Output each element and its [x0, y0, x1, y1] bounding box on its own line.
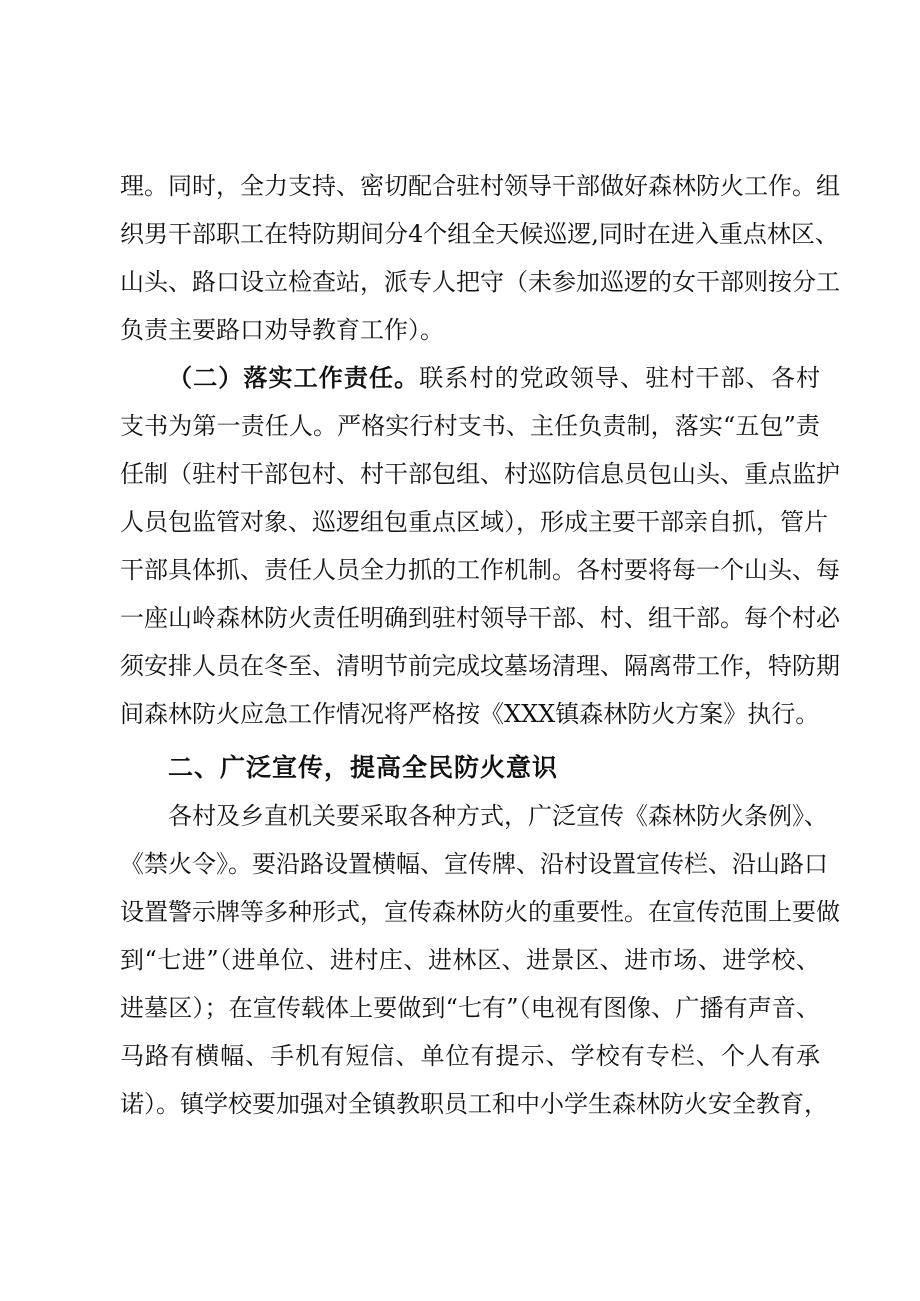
paragraph-2-line-2: 支书为第一责任人。严格实行村支书、主任负责制，落实“五包”责: [120, 412, 820, 440]
paragraph-2-line-6: 一座山岭森林防火责任明确到驻村领导干部、村、组干部。每个村必: [120, 604, 840, 632]
paragraph-2-line-1-text: 联系村的党政领导、驻村干部、各村: [419, 364, 821, 392]
paragraph-3-line-7: 诺）。镇学校要加强对全镇教职员工和中小学生森林防火安全教育，: [120, 1090, 828, 1118]
paragraph-1-line-1: 理。同时，全力支持、密切配合驻村领导干部做好森林防火工作。组: [120, 172, 840, 200]
paragraph-2-line-1: [168, 362, 820, 394]
subheading-responsibility: （二）落实工作责任。: [168, 364, 420, 392]
paragraph-3-line-1: 各村及乡直机关要采取各种方式，广泛宣传《森林防火条例》、: [168, 802, 828, 830]
paragraph-3-line-6: 马路有横幅、手机有短信、单位有提示、学校有专栏、个人有承: [120, 1042, 820, 1070]
paragraph-3-line-3: 设置警示牌等多种形式，宣传森林防火的重要性。在宣传范围上要做: [120, 898, 840, 926]
paragraph-1-line-4: 负责主要路口劝导教育工作）。: [120, 316, 444, 344]
paragraph-3-line-2: 《禁火令》。要沿路设置横幅、宣传牌、沿村设置宣传栏、沿山路口: [120, 850, 828, 878]
paragraph-3-line-5: 进墓区）；在宣传载体上要做到“七有”（电视有图像、广播有声音、: [120, 994, 820, 1022]
paragraph-2-line-3: 任制（驻村干部包村、村干部包组、村巡防信息员包山头、重点监护: [120, 460, 840, 488]
paragraph-1-line-2: 织男干部职工在特防期间分4个组全天候巡逻,同时在进入重点林区、: [120, 220, 839, 248]
paragraph-3-line-4: 到“七进”（进单位、进村庄、进林区、进景区、进市场、进学校、: [120, 946, 820, 974]
paragraph-2-line-7: 须安排人员在冬至、清明节前完成坟墓场清理、隔离带工作，特防期: [120, 652, 840, 680]
paragraph-2-line-5: 干部具体抓、责任人员全力抓的工作机制。各村要将每一个山头、每: [120, 556, 840, 584]
paragraph-2-line-8: 间森林防火应急工作情况将严格按《XXX镇森林防火方案》执行。: [120, 700, 820, 728]
paragraph-1-line-3: 山头、路口设立检查站，派专人把守（未参加巡逻的女干部则按分工: [120, 268, 840, 296]
section-heading: 二、广泛宣传，提高全民防火意识: [168, 753, 559, 782]
paragraph-2-line-4: 人员包监管对象、巡逻组包重点区域），形成主要干部亲自抓，管片: [120, 508, 828, 536]
